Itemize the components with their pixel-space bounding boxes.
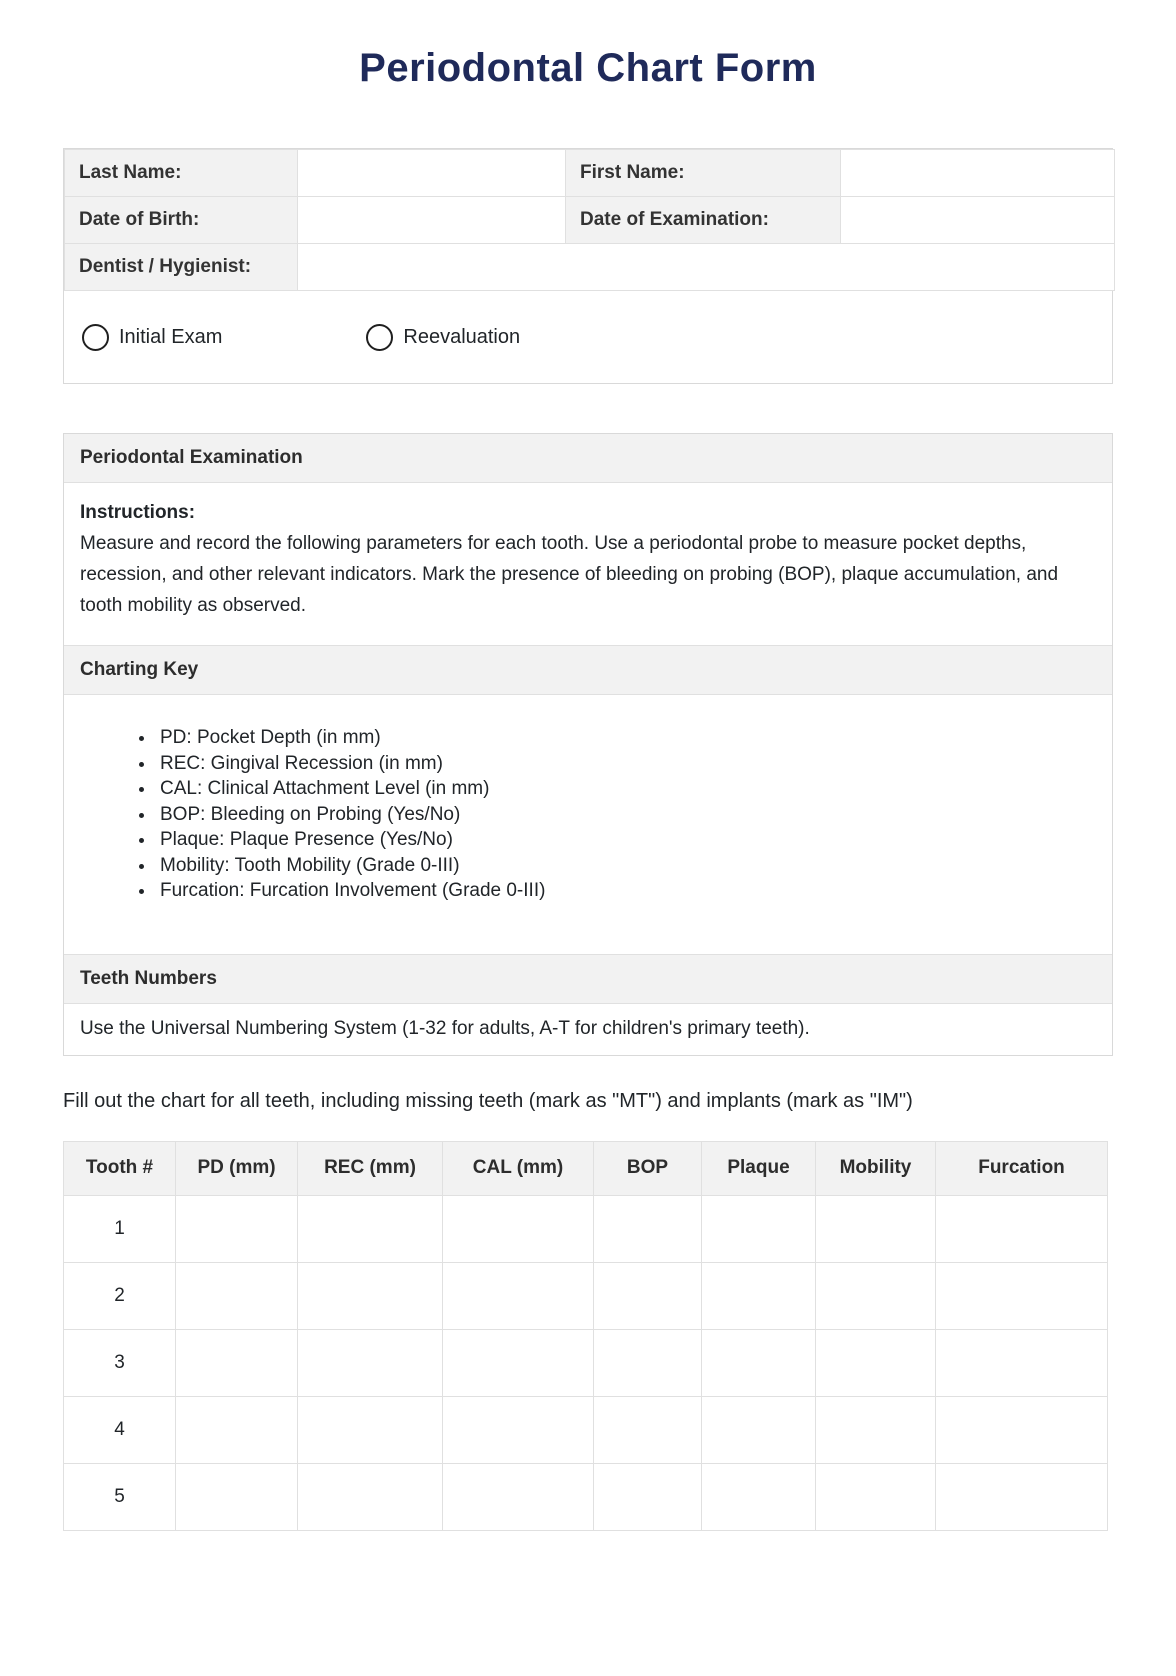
date-of-birth-input[interactable] <box>298 197 566 244</box>
initial-exam-radio[interactable] <box>82 324 109 351</box>
table-row <box>65 244 1115 291</box>
cell-pd[interactable] <box>176 1329 298 1396</box>
initial-exam-label: Initial Exam <box>119 325 223 348</box>
periodontal-examination-section <box>63 433 1113 1056</box>
section-header-charting-key: Charting Key <box>64 645 1112 695</box>
date-of-examination-label: Date of Examination: <box>566 197 841 244</box>
date-of-examination-input[interactable] <box>841 197 1115 244</box>
cell-mobility[interactable] <box>816 1329 936 1396</box>
tooth-number-cell: 2 <box>64 1262 176 1329</box>
cell-cal[interactable] <box>443 1195 594 1262</box>
cell-cal[interactable] <box>443 1329 594 1396</box>
table-row <box>64 1262 1108 1329</box>
charting-key-item: • REC: Gingival Recession (in mm) <box>156 751 1096 777</box>
col-header-pd: PD (mm) <box>176 1141 298 1195</box>
col-header-plaque: Plaque <box>702 1141 816 1195</box>
teeth-chart-table <box>63 1141 1108 1531</box>
cell-bop[interactable] <box>594 1396 702 1463</box>
content-container <box>63 148 1113 1531</box>
charting-key-item: • CAL: Clinical Attachment Level (in mm) <box>156 776 1096 802</box>
patient-info-table <box>64 149 1115 291</box>
table-row <box>64 1463 1108 1530</box>
table-row <box>64 1329 1108 1396</box>
dentist-hygienist-label: Dentist / Hygienist: <box>65 244 298 291</box>
periodontal-chart-form-page <box>0 46 1176 1601</box>
last-name-input[interactable] <box>298 150 566 197</box>
cell-pd[interactable] <box>176 1396 298 1463</box>
tooth-number-cell: 5 <box>64 1463 176 1530</box>
col-header-furcation: Furcation <box>936 1141 1108 1195</box>
cell-bop[interactable] <box>594 1329 702 1396</box>
instructions-block <box>64 483 1112 645</box>
cell-pd[interactable] <box>176 1262 298 1329</box>
col-header-rec: REC (mm) <box>298 1141 443 1195</box>
cell-bop[interactable] <box>594 1262 702 1329</box>
table-row <box>65 197 1115 244</box>
cell-plaque[interactable] <box>702 1262 816 1329</box>
charting-key-block <box>64 695 1112 954</box>
first-name-input[interactable] <box>841 150 1115 197</box>
patient-info-form <box>63 148 1113 384</box>
charting-key-list <box>80 725 1096 904</box>
first-name-label: First Name: <box>566 150 841 197</box>
cell-mobility[interactable] <box>816 1262 936 1329</box>
cell-rec[interactable] <box>298 1463 443 1530</box>
cell-furcation[interactable] <box>936 1262 1108 1329</box>
cell-bop[interactable] <box>594 1195 702 1262</box>
reevaluation-radio[interactable] <box>366 324 393 351</box>
tooth-number-cell: 1 <box>64 1195 176 1262</box>
cell-rec[interactable] <box>298 1195 443 1262</box>
charting-key-item: • Plaque: Plaque Presence (Yes/No) <box>156 827 1096 853</box>
cell-bop[interactable] <box>594 1463 702 1530</box>
chart-note: Fill out the chart for all teeth, including missing teeth (mark as "MT") and implants (mark as "IM") <box>63 1089 913 1112</box>
cell-mobility[interactable] <box>816 1463 936 1530</box>
cell-cal[interactable] <box>443 1463 594 1530</box>
instructions-label: Instructions: <box>80 502 196 523</box>
charting-key-item: • BOP: Bleeding on Probing (Yes/No) <box>156 802 1096 828</box>
cell-plaque[interactable] <box>702 1329 816 1396</box>
exam-type-options <box>64 291 1112 383</box>
teeth-numbers-text: Use the Universal Numbering System (1-32 for adults, A-T for children's primary teeth). <box>80 1017 810 1039</box>
cell-plaque[interactable] <box>702 1396 816 1463</box>
cell-cal[interactable] <box>443 1262 594 1329</box>
initial-exam-option[interactable] <box>82 324 222 351</box>
charting-key-item: • PD: Pocket Depth (in mm) <box>156 725 1096 751</box>
cell-plaque[interactable] <box>702 1195 816 1262</box>
col-header-bop: BOP <box>594 1141 702 1195</box>
cell-furcation[interactable] <box>936 1463 1108 1530</box>
charting-key-item: • Furcation: Furcation Involvement (Grade 0-III) <box>156 878 1096 904</box>
cell-pd[interactable] <box>176 1463 298 1530</box>
last-name-label: Last Name: <box>65 150 298 197</box>
table-row <box>64 1195 1108 1262</box>
table-row <box>65 150 1115 197</box>
cell-plaque[interactable] <box>702 1463 816 1530</box>
reevaluation-option[interactable] <box>366 324 520 351</box>
cell-furcation[interactable] <box>936 1195 1108 1262</box>
page-title: Periodontal Chart Form <box>359 46 817 90</box>
tooth-number-cell: 3 <box>64 1329 176 1396</box>
col-header-cal: CAL (mm) <box>443 1141 594 1195</box>
cell-cal[interactable] <box>443 1396 594 1463</box>
table-row <box>64 1396 1108 1463</box>
table-header-row <box>64 1141 1108 1195</box>
cell-furcation[interactable] <box>936 1396 1108 1463</box>
cell-furcation[interactable] <box>936 1329 1108 1396</box>
date-of-birth-label: Date of Birth: <box>65 197 298 244</box>
cell-rec[interactable] <box>298 1262 443 1329</box>
charting-key-item: • Mobility: Tooth Mobility (Grade 0-III) <box>156 853 1096 879</box>
col-header-tooth-number: Tooth # <box>64 1141 176 1195</box>
tooth-number-cell: 4 <box>64 1396 176 1463</box>
cell-mobility[interactable] <box>816 1396 936 1463</box>
cell-pd[interactable] <box>176 1195 298 1262</box>
instructions-text: Measure and record the following parameters for each tooth. Use a periodontal probe to measure pocket depths, recession, and other relevant indicators. Mark the presence of bleeding on probing (BOP), plaque accumulation, and tooth mobility as observed. <box>80 533 1059 616</box>
col-header-mobility: Mobility <box>816 1141 936 1195</box>
section-header-teeth-numbers: Teeth Numbers <box>64 954 1112 1004</box>
cell-mobility[interactable] <box>816 1195 936 1262</box>
cell-rec[interactable] <box>298 1396 443 1463</box>
reevaluation-label: Reevaluation <box>403 325 521 348</box>
section-header-periodontal-examination: Periodontal Examination <box>64 434 1112 483</box>
cell-rec[interactable] <box>298 1329 443 1396</box>
dentist-hygienist-input[interactable] <box>298 244 1115 291</box>
